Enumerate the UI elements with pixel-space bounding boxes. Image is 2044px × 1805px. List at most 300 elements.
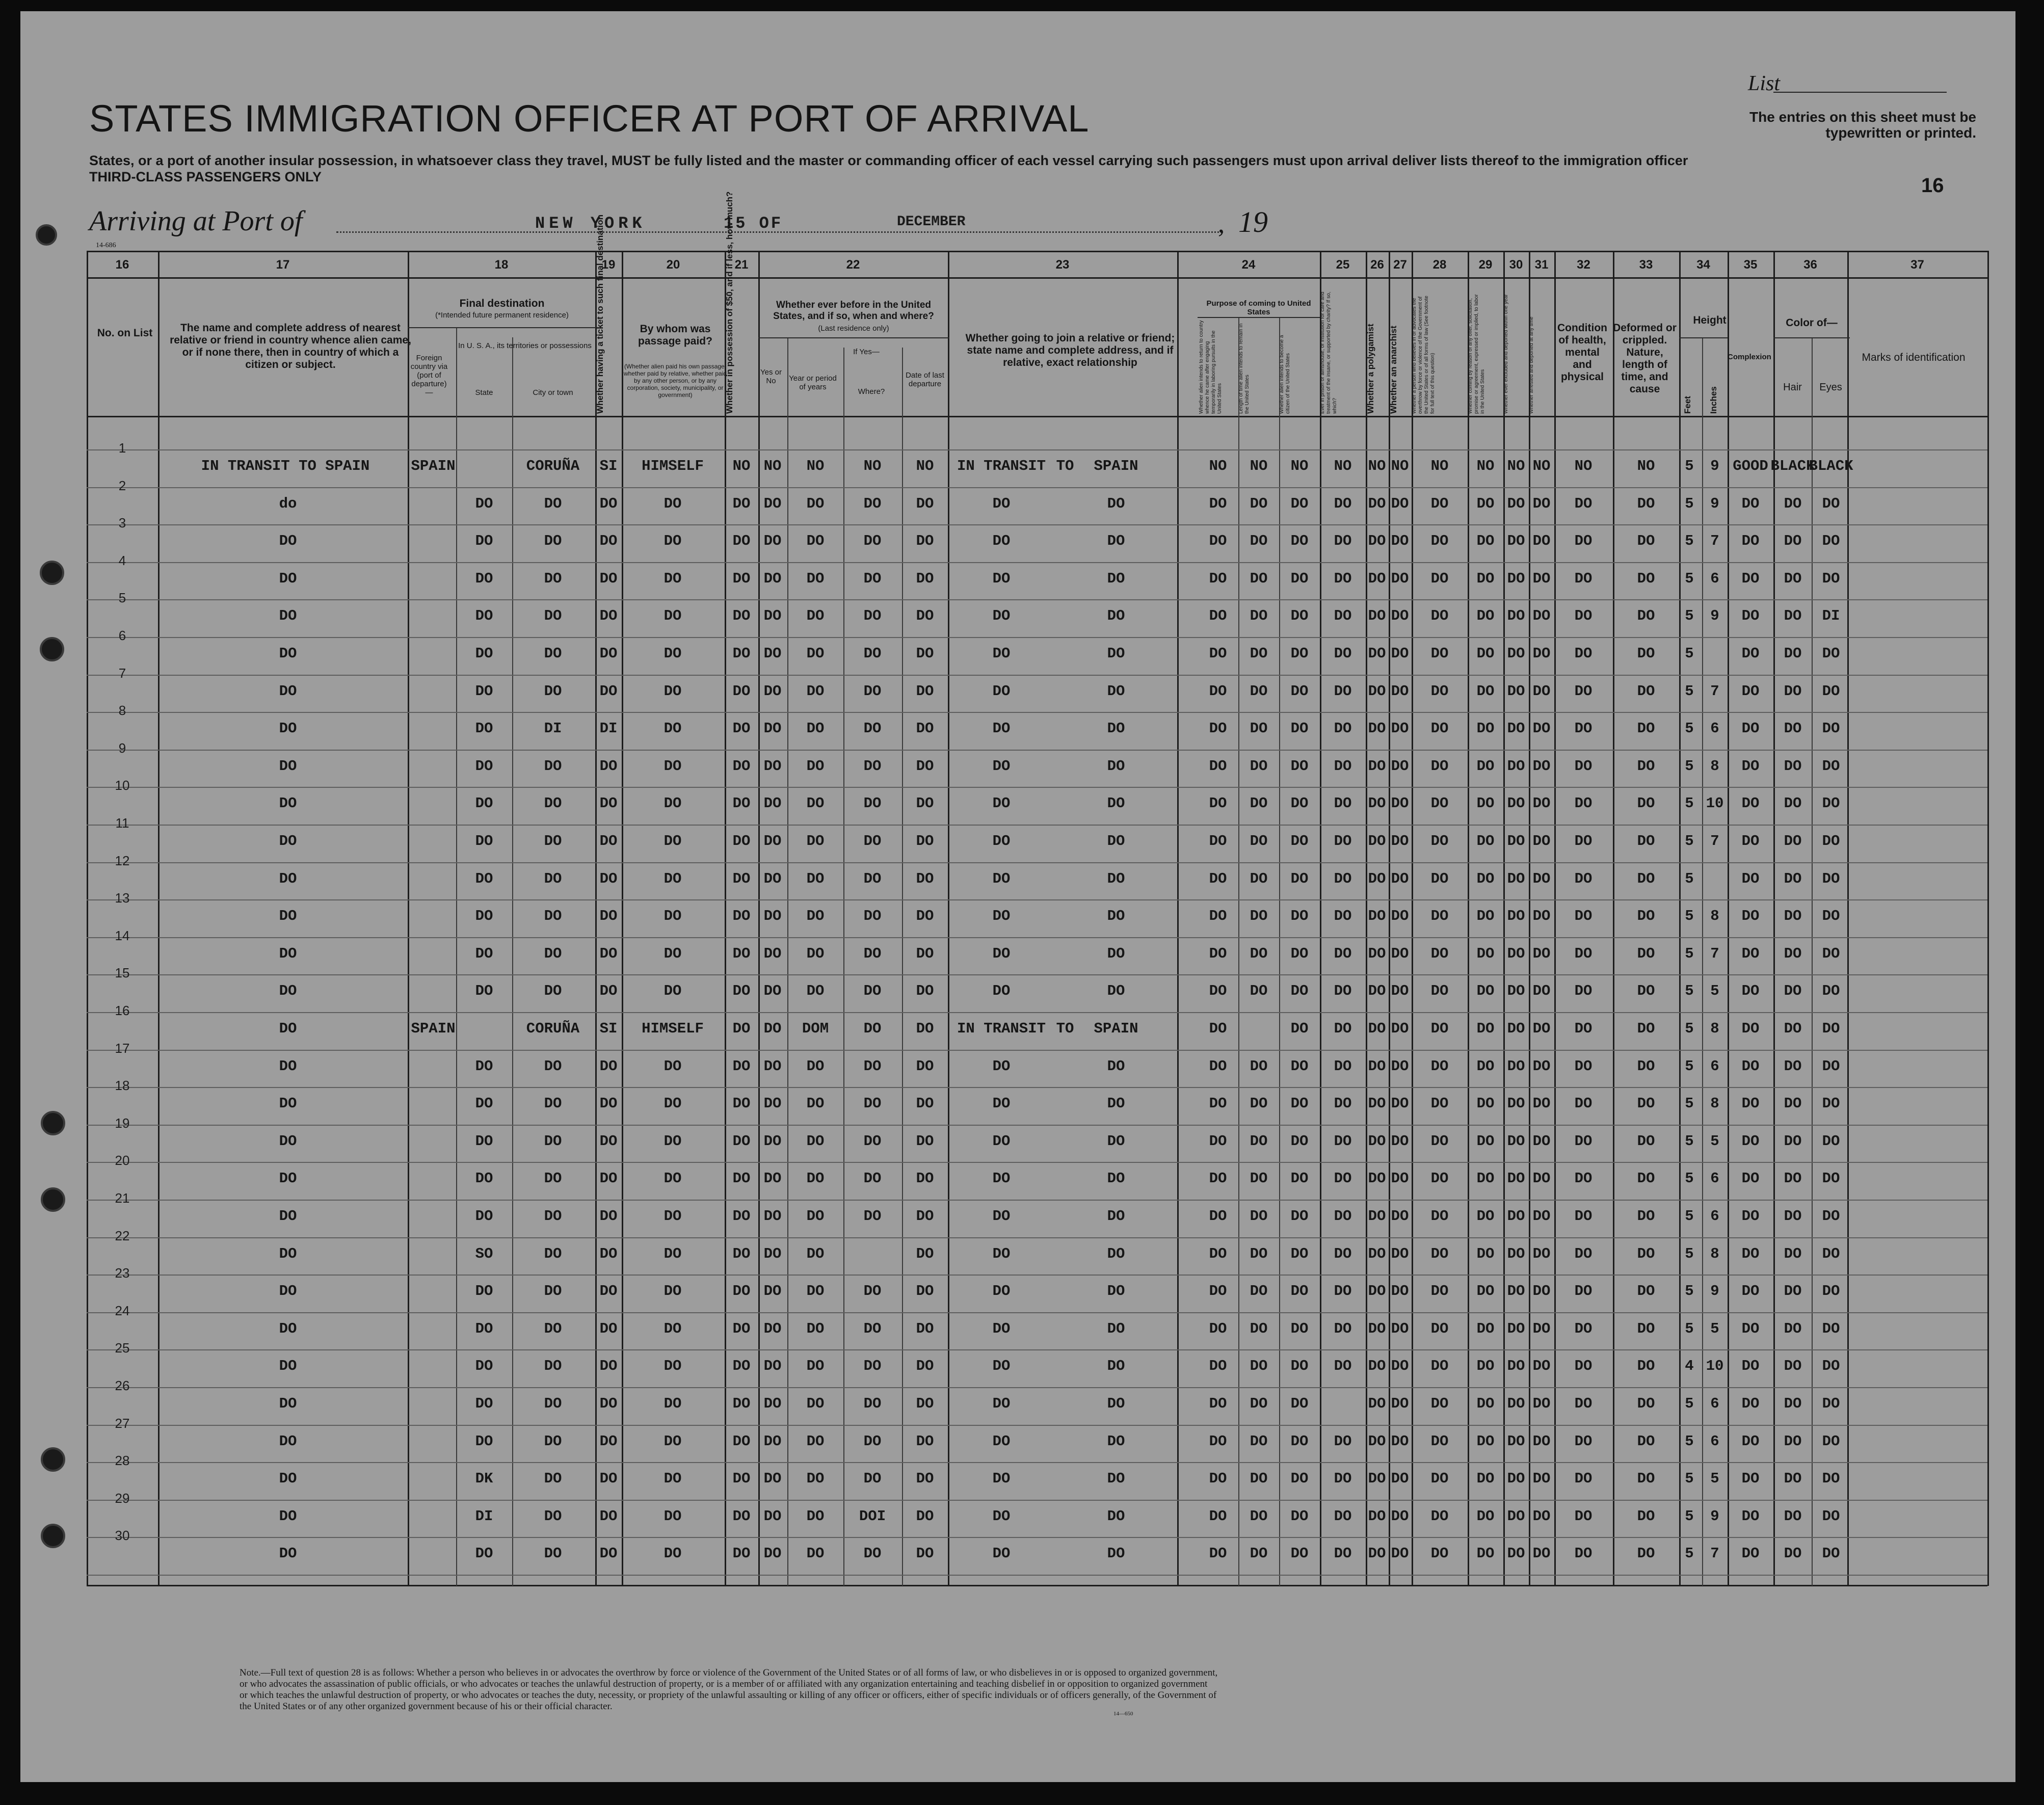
cell-inches: 8 [1710, 1095, 1719, 1112]
cell-q29: DO [1476, 1432, 1495, 1450]
cell-poly: DO [1368, 1132, 1386, 1150]
cell-date: DO [916, 870, 934, 887]
cell-q28: DO [1430, 495, 1449, 512]
cell-year: DO [806, 682, 825, 700]
cell-relative: do [279, 495, 297, 512]
cell-money: DO [732, 495, 751, 512]
cell-feet: 5 [1685, 1245, 1694, 1262]
column-number: 17 [276, 258, 290, 272]
cell-date: DO [916, 833, 934, 850]
header-eyes: Eyes [1819, 382, 1842, 393]
cell-prison: DO [1334, 908, 1352, 925]
cell-join-a: DO [992, 682, 1011, 700]
cell-year: DO [806, 1320, 825, 1337]
cell-anar: DO [1391, 682, 1409, 700]
cell-yn: DO [763, 1545, 782, 1562]
cell-year: DO [806, 1507, 825, 1525]
cell-state: DO [475, 720, 493, 737]
row-number: 12 [115, 853, 130, 868]
cell-poly: DO [1368, 495, 1386, 512]
cell-complexion: DO [1741, 720, 1760, 737]
cell-poly: DO [1368, 1020, 1386, 1037]
cell-complexion: DO [1741, 682, 1760, 700]
cell-q31: DO [1532, 1320, 1551, 1337]
cell-eyes: DO [1822, 870, 1840, 887]
cell-health: DO [1574, 1208, 1592, 1225]
column-divider [622, 251, 623, 1586]
cell-prison: DO [1334, 757, 1352, 775]
cell-city: DO [544, 870, 562, 887]
row-number: 2 [118, 477, 126, 493]
cell-prison: DO [1334, 533, 1352, 550]
cell-city: DO [544, 1057, 562, 1075]
row-number: 17 [115, 1040, 130, 1056]
cell-join-c: DO [1107, 795, 1125, 812]
cell-deformed: DO [1637, 1470, 1655, 1488]
cell-poly: DO [1368, 757, 1386, 775]
cell-join-c: DO [1107, 1283, 1125, 1300]
cell-poly: DO [1368, 720, 1386, 737]
cell-p3: DO [1290, 570, 1309, 587]
row-rule [87, 712, 1987, 713]
cell-hair: DO [1784, 1245, 1802, 1262]
cell-inches: 6 [1710, 1208, 1719, 1225]
cell-inches: 10 [1706, 795, 1724, 812]
cell-feet: 5 [1685, 1432, 1694, 1450]
cell-paid: DO [663, 1132, 682, 1150]
cell-p1: DO [1209, 533, 1227, 550]
cell-deformed: DO [1637, 945, 1655, 962]
cell-health: DO [1574, 1132, 1592, 1150]
header-possession-50: Whether in possession of $50, and if less, how much? [725, 191, 734, 414]
cell-q30: DO [1507, 607, 1525, 625]
cell-paid: DO [663, 1320, 682, 1337]
cell-q29: DO [1476, 495, 1495, 512]
row-rule [87, 750, 1987, 751]
cell-feet: 5 [1685, 1395, 1694, 1412]
cell-city: DO [544, 682, 562, 700]
cell-inches: 6 [1710, 1432, 1719, 1450]
cell-health: DO [1574, 570, 1592, 587]
cell-ticket: DO [599, 908, 618, 925]
cell-p1: DO [1209, 1057, 1227, 1075]
header-deformed: Deformed or crippled. Nature, length of time, and cause [1613, 322, 1677, 395]
cell-health: DO [1574, 1057, 1592, 1075]
cell-city: DO [544, 645, 562, 662]
cell-join-a: DO [992, 495, 1011, 512]
cell-feet: 4 [1685, 1358, 1694, 1375]
cell-prison: DO [1334, 1320, 1352, 1337]
cell-relative: DO [279, 1507, 297, 1525]
cell-complexion: GOOD [1733, 458, 1768, 474]
cell-q30: DO [1507, 945, 1525, 962]
cell-ticket: SI [599, 458, 618, 474]
column-number: 23 [1055, 258, 1070, 272]
cell-q30: DO [1507, 1057, 1525, 1075]
cell-complexion: DO [1741, 1358, 1760, 1375]
cell-hair: DO [1784, 1095, 1802, 1112]
cell-q29: DO [1476, 757, 1495, 775]
cell-health: DO [1574, 757, 1592, 775]
cell-deformed: DO [1637, 1283, 1655, 1300]
cell-ticket: DO [599, 1283, 618, 1300]
cell-yn: NO [763, 458, 782, 474]
cell-money: NO [732, 458, 751, 474]
cell-state: DO [475, 1358, 493, 1375]
cell-money: DO [732, 795, 751, 812]
cell-eyes: DO [1822, 1095, 1840, 1112]
cell-q30: DO [1507, 757, 1525, 775]
column-divider [1679, 251, 1681, 1586]
column-number: 19 [601, 258, 616, 272]
cell-q28: DO [1430, 1057, 1449, 1075]
cell-deformed: DO [1637, 1208, 1655, 1225]
cell-yn: DO [763, 1132, 782, 1150]
cell-prison: DO [1334, 720, 1352, 737]
cell-join-a: DO [992, 1283, 1011, 1300]
cell-year: DO [806, 1283, 825, 1300]
cell-deformed: DO [1637, 645, 1655, 662]
cell-relative: DO [279, 1358, 297, 1375]
cell-yn: DO [763, 495, 782, 512]
column-divider [1987, 251, 1989, 1586]
cell-inches: 7 [1710, 945, 1719, 962]
cell-poly: NO [1368, 458, 1386, 474]
column-number-border [87, 277, 1987, 279]
cell-eyes: DO [1822, 757, 1840, 775]
cell-p3: DO [1290, 1358, 1309, 1375]
cell-ticket: DO [599, 607, 618, 625]
cell-date: DO [916, 570, 934, 587]
cell-p1: DO [1209, 1432, 1227, 1450]
cell-join-c: DO [1107, 757, 1125, 775]
day-value: 15 OF [724, 214, 783, 233]
cell-anar: DO [1391, 533, 1409, 550]
cell-anar: DO [1391, 983, 1409, 1000]
cell-q29: DO [1476, 1245, 1495, 1262]
column-number: 29 [1478, 258, 1493, 272]
row-rule [87, 637, 1987, 638]
column-divider [158, 251, 160, 1586]
cell-complexion: DO [1741, 495, 1760, 512]
cell-p3: DO [1290, 1095, 1309, 1112]
cell-q31: DO [1532, 607, 1551, 625]
cell-q28: DO [1430, 1507, 1449, 1525]
cell-yn: DO [763, 1020, 782, 1037]
cell-q31: DO [1532, 1245, 1551, 1262]
cell-city: DO [544, 1358, 562, 1375]
cell-prison: DO [1334, 1283, 1352, 1300]
header-nearest-relative: The name and complete address of nearest relative or friend in country whence alien came, or if none there, then in country of which a citizen or subject. [170, 322, 411, 370]
cell-p1: DO [1209, 570, 1227, 587]
cell-join-a: DO [992, 570, 1011, 587]
cell-city: DO [544, 1507, 562, 1525]
cell-p2: DO [1250, 1507, 1268, 1525]
cell-yn: DO [763, 945, 782, 962]
cell-deformed: DO [1637, 1170, 1655, 1187]
cell-hair: DO [1784, 1208, 1802, 1225]
year-label: 19 [1238, 205, 1268, 238]
cell-deformed: DO [1637, 1395, 1655, 1412]
cell-relative: IN TRANSIT TO SPAIN [201, 458, 370, 474]
cell-eyes: DO [1822, 1057, 1840, 1075]
column-divider [1468, 251, 1469, 1586]
cell-ticket: DO [599, 1057, 618, 1075]
cell-year: DO [806, 1170, 825, 1187]
cell-relative: DO [279, 1132, 297, 1150]
cell-anar: NO [1391, 458, 1409, 474]
cell-health: DO [1574, 607, 1592, 625]
cell-money: DO [732, 945, 751, 962]
cell-date: DO [916, 1132, 934, 1150]
column-divider [1366, 251, 1367, 1586]
cell-where: DO [863, 570, 882, 587]
cell-complexion: DO [1741, 1245, 1760, 1262]
cell-p2: DO [1250, 495, 1268, 512]
cell-date: DO [916, 720, 934, 737]
column-divider [725, 251, 726, 1586]
cell-eyes: DO [1822, 1358, 1840, 1375]
cell-join-a: DO [992, 1507, 1011, 1525]
cell-join-a: DO [992, 1095, 1011, 1112]
row-number: 18 [115, 1078, 130, 1094]
header-q31: Whether arrested and deported at any time [1529, 316, 1534, 414]
cell-ticket: DO [599, 682, 618, 700]
cell-q28: DO [1430, 682, 1449, 700]
cell-anar: DO [1391, 1507, 1409, 1525]
cell-feet: 5 [1685, 720, 1694, 737]
cell-money: DO [732, 570, 751, 587]
cell-q28: DO [1430, 1208, 1449, 1225]
cell-feet: 5 [1685, 645, 1694, 662]
cell-complexion: DO [1741, 645, 1760, 662]
cell-inches: 9 [1710, 607, 1719, 625]
cell-p1: DO [1209, 983, 1227, 1000]
cell-health: DO [1574, 1283, 1592, 1300]
cell-p2: DO [1250, 570, 1268, 587]
cell-join-c: DO [1107, 682, 1125, 700]
cell-ticket: DO [599, 1095, 618, 1112]
cell-join-c: DO [1107, 1208, 1125, 1225]
cell-q28: DO [1430, 1320, 1449, 1337]
cell-q31: DO [1532, 1395, 1551, 1412]
cell-ticket: DO [599, 757, 618, 775]
cell-city: DO [544, 1132, 562, 1150]
cell-state: DO [475, 1432, 493, 1450]
cell-q29: DO [1476, 1358, 1495, 1375]
cell-deformed: DO [1637, 607, 1655, 625]
cell-year: DO [806, 1395, 825, 1412]
cell-deformed: DO [1637, 1057, 1655, 1075]
cell-join-b: TO [1056, 458, 1074, 474]
cell-q28: DO [1430, 1245, 1449, 1262]
cell-hair: DO [1784, 1545, 1802, 1562]
header-complexion: Complexion [1728, 353, 1771, 361]
header-purpose-a: Whether alien intends to return to country whence he came after engaging temporarily in laboring pursuits in the United States [1199, 320, 1223, 414]
cell-year: DO [806, 757, 825, 775]
cell-paid: DO [663, 1283, 682, 1300]
cell-feet: 5 [1685, 795, 1694, 812]
column-divider [595, 251, 597, 1586]
cell-ticket: DO [599, 1432, 618, 1450]
cell-hair: DO [1784, 1395, 1802, 1412]
cell-p3: DO [1290, 1470, 1309, 1488]
cell-p3: DO [1290, 945, 1309, 962]
cell-q28: DO [1430, 1095, 1449, 1112]
cell-hair: DO [1784, 570, 1802, 587]
cell-eyes: BLACK [1809, 458, 1853, 474]
cell-inches: 7 [1710, 533, 1719, 550]
cell-q28: DO [1430, 533, 1449, 550]
cell-q31: DO [1532, 1208, 1551, 1225]
cell-q30: DO [1507, 1470, 1525, 1488]
cell-state: DO [475, 607, 493, 625]
cell-p2: DO [1250, 533, 1268, 550]
header-final-destination-note: (*Intended future permanent residence) [435, 311, 569, 320]
cell-q28: DO [1430, 983, 1449, 1000]
cell-yn: DO [763, 1432, 782, 1450]
cell-year: DO [806, 795, 825, 812]
cell-anar: DO [1391, 1245, 1409, 1262]
cell-join-a: DO [992, 1395, 1011, 1412]
cell-join-c: DO [1107, 833, 1125, 850]
cell-eyes: DO [1822, 983, 1840, 1000]
cell-yn: DO [763, 1358, 782, 1375]
cell-city: DO [544, 1095, 562, 1112]
cell-yn: DO [763, 757, 782, 775]
row-rule [87, 599, 1987, 600]
row-rule [87, 1312, 1987, 1313]
cell-poly: DO [1368, 833, 1386, 850]
height-divider [1679, 337, 1728, 338]
cell-deformed: DO [1637, 682, 1655, 700]
cell-inches: 7 [1710, 1545, 1719, 1562]
cell-join-a: DO [992, 645, 1011, 662]
cell-deformed: DO [1637, 1358, 1655, 1375]
cell-p3: DO [1290, 1132, 1309, 1150]
cell-join-c: DO [1107, 1395, 1125, 1412]
cell-paid: DO [663, 682, 682, 700]
cell-q30: DO [1507, 1320, 1525, 1337]
header-final-destination: Final destination [459, 298, 545, 309]
cell-eyes: DO [1822, 645, 1840, 662]
cell-state: DO [475, 1320, 493, 1337]
cell-money: DO [732, 1432, 751, 1450]
cell-money: DO [732, 870, 751, 887]
cell-hair: DO [1784, 795, 1802, 812]
cell-money: DO [732, 983, 751, 1000]
cell-p2: DO [1250, 1470, 1268, 1488]
cell-q28: DO [1430, 757, 1449, 775]
cell-state: DK [475, 1470, 493, 1488]
cell-health: DO [1574, 1095, 1592, 1112]
cell-q31: NO [1532, 458, 1551, 474]
cell-join-a: DO [992, 1170, 1011, 1187]
column-divider [1773, 251, 1775, 1586]
cell-q29: DO [1476, 1132, 1495, 1150]
cell-join-a: DO [992, 945, 1011, 962]
cell-ticket: DO [599, 1545, 618, 1562]
row-rule [87, 1462, 1987, 1463]
cell-q31: DO [1532, 495, 1551, 512]
cell-anar: DO [1391, 1432, 1409, 1450]
cell-inches: 6 [1710, 570, 1719, 587]
cell-prison: DO [1334, 1432, 1352, 1450]
header-date-departure: Date of last departure [906, 371, 944, 388]
cell-prison: DO [1334, 1245, 1352, 1262]
cell-p3: DO [1290, 870, 1309, 887]
cell-q31: DO [1532, 1057, 1551, 1075]
cell-relative: DO [279, 1245, 297, 1262]
cell-p2: NO [1250, 458, 1268, 474]
cell-q29: DO [1476, 1057, 1495, 1075]
cell-prison: DO [1334, 1470, 1352, 1488]
cell-p2: DO [1250, 757, 1268, 775]
cell-poly: DO [1368, 983, 1386, 1000]
cell-feet: 5 [1685, 983, 1694, 1000]
cell-p2: DO [1250, 1245, 1268, 1262]
cell-q30: DO [1507, 1170, 1525, 1187]
cell-feet: 5 [1685, 1020, 1694, 1037]
cell-state: DO [475, 1283, 493, 1300]
binder-hole [36, 224, 57, 246]
cell-year: DO [806, 1057, 825, 1075]
cell-state: DO [475, 645, 493, 662]
row-rule [87, 1012, 1987, 1013]
cell-city: DO [544, 983, 562, 1000]
cell-join-a: DO [992, 1545, 1011, 1562]
cell-join-c: SPAIN [1094, 458, 1138, 474]
cell-health: DO [1574, 1507, 1592, 1525]
column-number: 33 [1639, 258, 1653, 272]
cell-year: DO [806, 720, 825, 737]
cell-prison: DO [1334, 1208, 1352, 1225]
cell-inches: 8 [1710, 908, 1719, 925]
row-number: 28 [115, 1453, 130, 1469]
arriving-label: Arriving at Port of [89, 205, 303, 237]
cell-poly: DO [1368, 795, 1386, 812]
cell-q29: DO [1476, 533, 1495, 550]
cell-where: DO [863, 1470, 882, 1488]
cell-date: DO [916, 795, 934, 812]
header-joining-relative: Whether going to join a relative or friend; state name and complete address, and if relative, exact relationship [965, 332, 1175, 368]
cell-q29: DO [1476, 1020, 1495, 1037]
cell-inches: 7 [1710, 682, 1719, 700]
cell-anar: DO [1391, 1170, 1409, 1187]
cell-q28: DO [1430, 795, 1449, 812]
cell-money: DO [732, 1320, 751, 1337]
row-rule [87, 1575, 1987, 1576]
cell-join-c: DO [1107, 870, 1125, 887]
cell-yn: DO [763, 1283, 782, 1300]
row-number: 16 [115, 1003, 130, 1018]
cell-state: DO [475, 870, 493, 887]
cell-eyes: DO [1822, 1395, 1840, 1412]
cell-state: DO [475, 495, 493, 512]
cell-complexion: DO [1741, 533, 1760, 550]
cell-yn: DO [763, 795, 782, 812]
cell-date: DO [916, 757, 934, 775]
cell-q29: DO [1476, 1170, 1495, 1187]
cell-p1: DO [1209, 1020, 1227, 1037]
cell-anar: DO [1391, 607, 1409, 625]
cell-complexion: DO [1741, 870, 1760, 887]
cell-yn: DO [763, 1395, 782, 1412]
cell-p3: DO [1290, 1208, 1309, 1225]
cell-poly: DO [1368, 645, 1386, 662]
cell-q30: DO [1507, 645, 1525, 662]
cell-date: DO [916, 1057, 934, 1075]
